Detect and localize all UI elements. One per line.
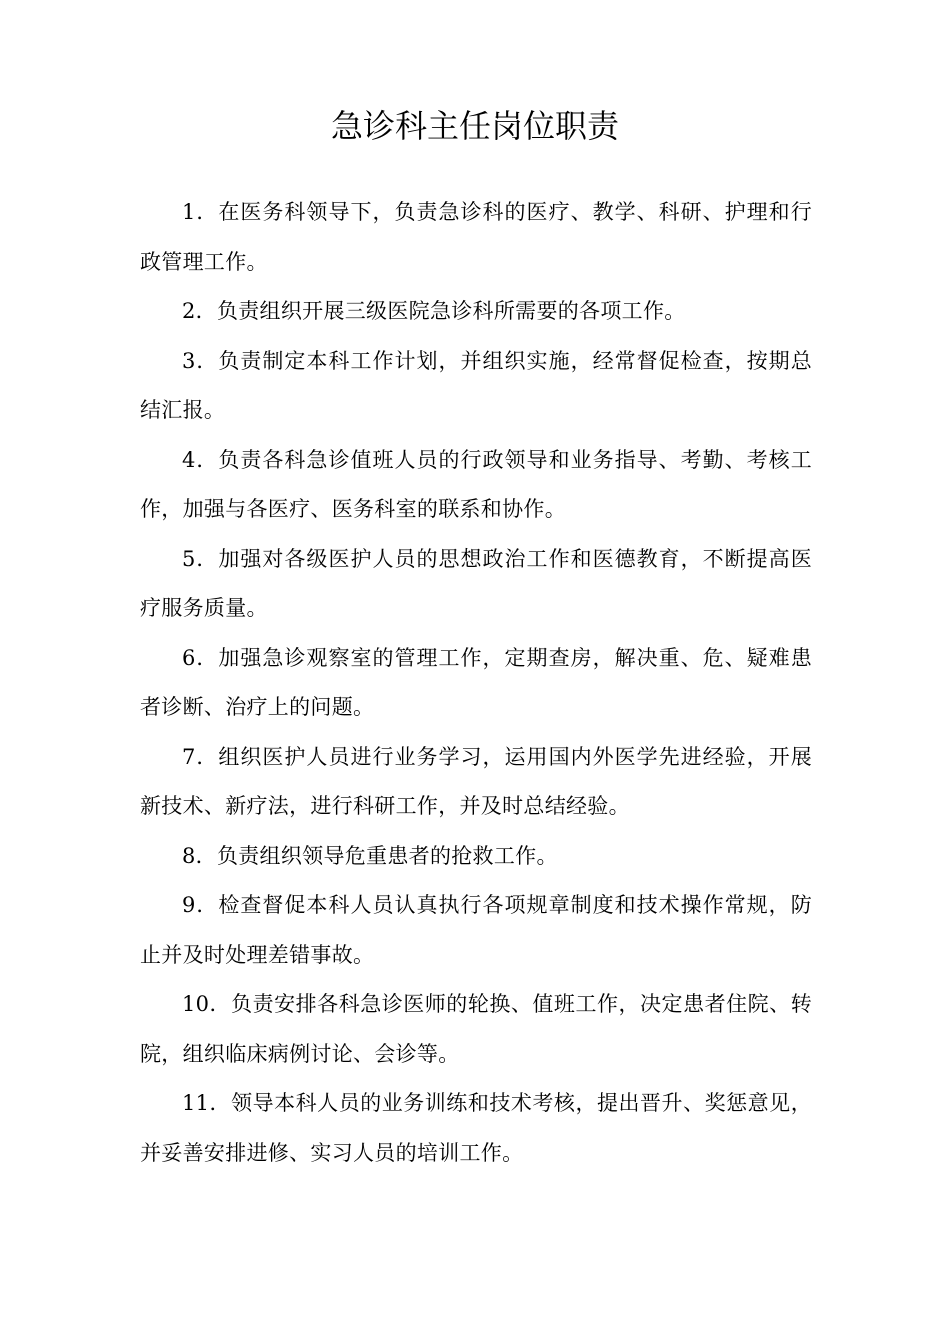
- duty-item-6: 6．加强急诊观察室的管理工作，定期查房，解决重、危、疑难患者诊断、治疗上的问题。: [140, 645, 812, 719]
- page-title: 急诊科主任岗位职责: [330, 107, 619, 145]
- duty-item-5: 5．加强对各级医护人员的思想政治工作和医德教育，不断提高医疗服务质量。: [140, 546, 812, 620]
- duty-list: [140, 188, 812, 1178]
- duty-item-9: 9．检查督促本科人员认真执行各项规章制度和技术操作常规，防止并及时处理差错事故。: [140, 893, 812, 967]
- duty-item-1: 1．在医务科领导下，负责急诊科的医疗、教学、科研、护理和行政管理工作。: [140, 200, 812, 274]
- duty-item-3: 3．负责制定本科工作计划，并组织实施，经常督促检查，按期总结汇报。: [140, 348, 812, 422]
- duty-item-2: 2．负责组织开展三级医院急诊科所需要的各项工作。: [182, 299, 686, 323]
- duty-item-11: 11．领导本科人员的业务训练和技术考核，提出晋升、奖惩意见，并妥善安排进修、实习人员的培训工作。: [140, 1091, 812, 1165]
- duty-item-4: 4．负责各科急诊值班人员的行政领导和业务指导、考勤、考核工作，加强与各医疗、医务科室的联系和协作。: [140, 447, 812, 521]
- duty-item-8: 8．负责组织领导危重患者的抢救工作。: [182, 843, 558, 868]
- duty-item-10: 10．负责安排各科急诊医师的轮换、值班工作，决定患者住院、转院，组织临床病例讨论、会诊等。: [140, 992, 812, 1066]
- duty-item-7: 7．组织医护人员进行业务学习，运用国内外医学先进经验，开展新技术、新疗法，进行科研工作，并及时总结经验。: [140, 744, 812, 818]
